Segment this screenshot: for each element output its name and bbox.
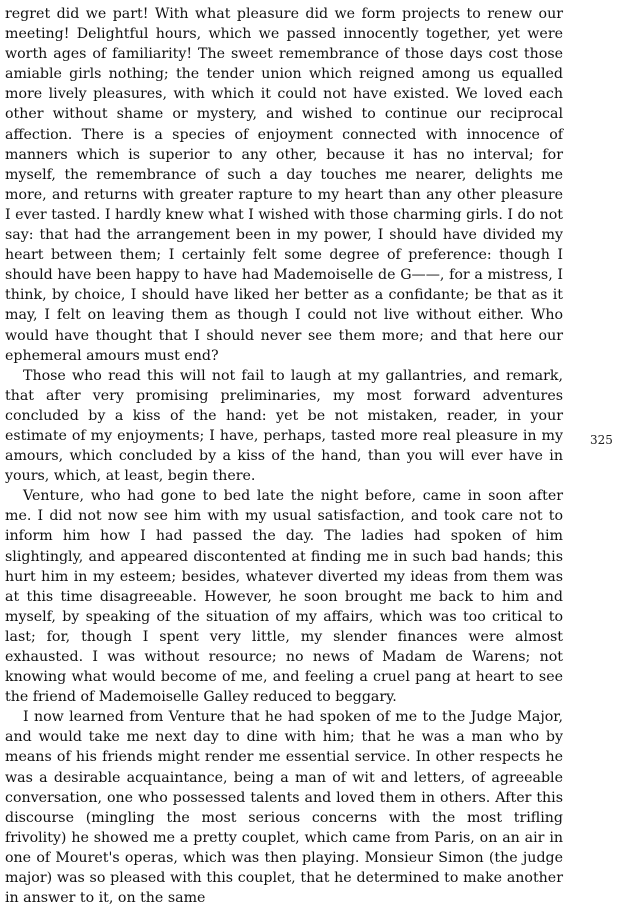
paragraph-4: I now learned from Venture that he had spoken of me to the Judge Major, and would take me next day to dine with him; that he was a man who by means of his friends might render me essential service. In other respects he was a desirable acquaintance, being a man of wit and letters, of agreeable conversation, one who possessed talents and loved them in others. After this discourse (mingling the most serious concerns with the most trifling frivolity) he showed me a pretty couplet, which came from Paris, on an air in one of Mouret's operas, which was then playing. Monsieur Simon (the judge major) was so pleased with this couplet, that he determined to make another in answer to it, on the same <box>5 709 563 907</box>
body-text <box>5 4 563 908</box>
paragraph-2: Those who read this will not fail to laugh at my gallantries, and remark, that after very promising preliminaries, my most forward adventures concluded by a kiss of the hand: yet be not mistaken, reader, in your estimate of my enjoyments; I have, perhaps, tasted more real pleasure in my amours, which concluded by a kiss of the hand, than you will ever have in yours, which, at least, begin there. <box>5 367 563 485</box>
paragraph-3: Venture, who had gone to bed late the night before, came in soon after me. I did not now see him with my usual satisfaction, and took care not to inform him how I had passed the day. The ladies had spoken of him slightingly, and appeared discontented at finding me in such bad hands; this hurt him in my esteem; besides, whatever diverted my ideas from them was at this time disagreeable. However, he soon brought me back to him and myself, by speaking of the situation of my affairs, which was too critical to last; for, though I spent very little, my slender finances were almost exhausted. I was without resource; no news of Madam de Warens; not knowing what would become of me, and feeling a cruel pang at heart to see the friend of Mademoiselle Galley reduced to beggary. <box>5 488 563 706</box>
margin-page-number: 325 <box>590 433 613 447</box>
paragraph-1: regret did we part! With what pleasure did we form projects to renew our meeting! Delightful hours, which we passed innocently together, yet were worth ages of familiarity! The sweet remembrance of those days cost those amiable girls nothing; the tender union which reigned among us equalled more lively pleasures, with which it could not have existed. We loved each other without shame or mystery, and wished to continue our reciprocal affection. There is a species of enjoyment connected with innocence of manners which is superior to any other, because it has no interval; for myself, the remembrance of such a day touches me nearer, delights me more, and returns with greater rapture to my heart than any other pleasure I ever tasted. I hardly knew what I wished with those charming girls. I do not say: that had the arrangement been in my power, I should have divided my heart between them; I certainly felt some degree of preference: though I should have been happy to have had Mademoiselle de G——, for a mistress, I think, by choice, I should have liked her better as a confidante; be that as it may, I felt on leaving them as though I could not live without either. Who would have thought that I should never see them more; and that here our ephemeral amours must end? <box>5 6 563 364</box>
